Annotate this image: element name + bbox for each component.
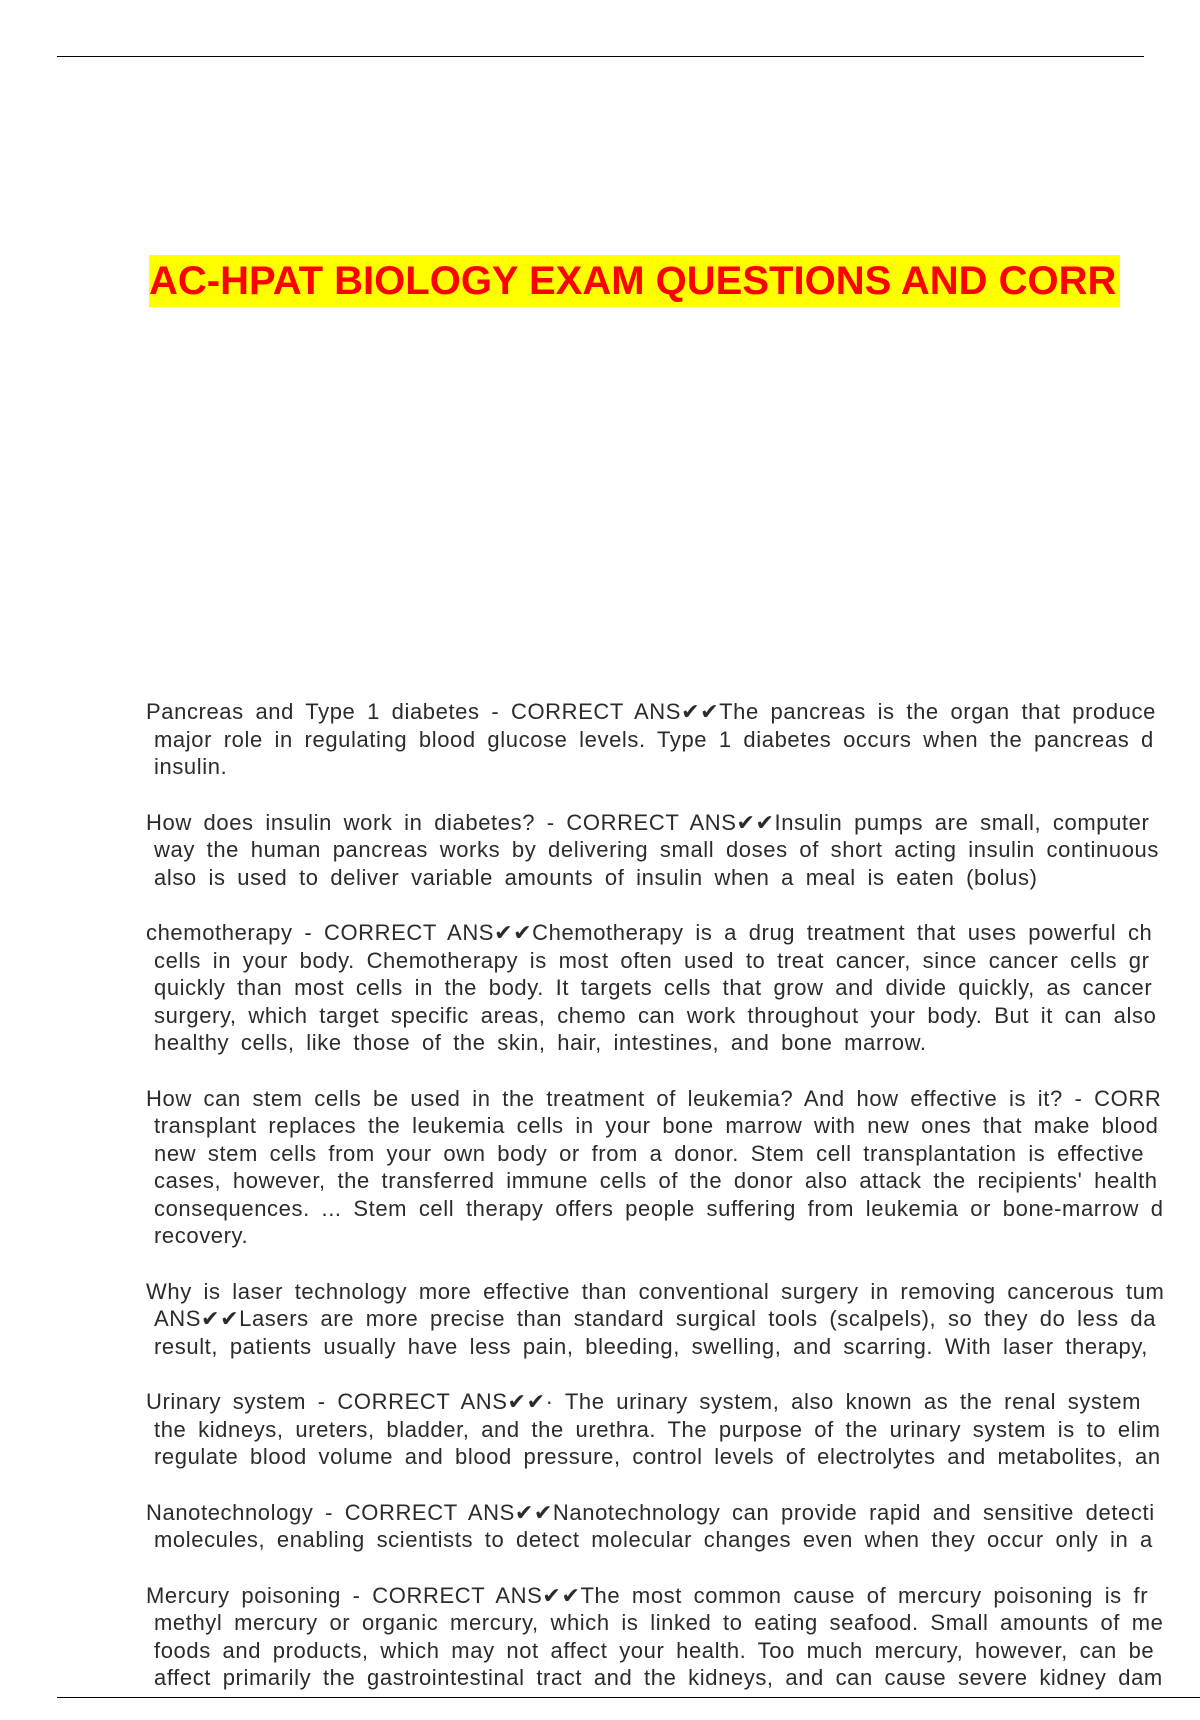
qa-item bbox=[146, 698, 1200, 781]
qa-answer-line: major role in regulating blood glucose levels. Type 1 diabetes occurs when the pancreas d bbox=[154, 726, 1154, 752]
qa-answer-line: regulate blood volume and blood pressure, control levels of electrolytes and metabolites, an bbox=[154, 1444, 1161, 1469]
qa-item bbox=[146, 1499, 1200, 1554]
footer-divider bbox=[57, 1697, 1200, 1698]
qa-question-line: How can stem cells be used in the treatment of leukemia? And how effective is it? - CORR bbox=[146, 1085, 1162, 1111]
qa-answer-line: recovery. bbox=[154, 1223, 249, 1248]
qa-answer-line: quickly than most cells in the body. It targets cells that grow and divide quickly, as cancer bbox=[154, 975, 1153, 1000]
qa-answer-line: surgery, which target specific areas, chemo can work throughout your body. But it can also bbox=[154, 1002, 1157, 1028]
header-divider bbox=[57, 56, 1144, 57]
qa-answer-line: foods and products, which may not affect your health. Too much mercury, however, can be bbox=[154, 1637, 1155, 1663]
qa-answer-line: healthy cells, like those of the skin, hair, intestines, and bone marrow. bbox=[154, 1030, 927, 1055]
qa-question-line: chemotherapy - CORRECT ANS✔✔Chemotherapy is a drug treatment that uses powerful ch bbox=[146, 920, 1153, 945]
qa-answer-line: also is used to deliver variable amounts of insulin when a meal is eaten (bolus) bbox=[154, 864, 1038, 890]
qa-answer-line: consequences. ... Stem cell therapy offers people suffering from leukemia or bone-marrow d bbox=[154, 1195, 1164, 1221]
qa-answer-line: the kidneys, ureters, bladder, and the urethra. The purpose of the urinary system is to elim bbox=[154, 1416, 1161, 1442]
qa-item bbox=[146, 1085, 1200, 1250]
qa-item bbox=[146, 809, 1200, 892]
qa-answer-line: result, patients usually have less pain, bleeding, swelling, and scarring. With laser therapy, bbox=[154, 1333, 1149, 1359]
qa-question-line: How does insulin work in diabetes? - CORRECT ANS✔✔Insulin pumps are small, computer bbox=[146, 809, 1150, 835]
document-title: AC-HPAT BIOLOGY EXAM QUESTIONS AND CORR bbox=[149, 255, 1120, 307]
qa-answer-line: cases, however, the transferred immune cells of the donor also attack the recipients' health bbox=[154, 1168, 1158, 1193]
qa-answer-line: affect primarily the gastrointestinal tract and the kidneys, and can cause severe kidney dam bbox=[154, 1665, 1163, 1690]
qa-list bbox=[146, 698, 1200, 1720]
qa-answer-line: methyl mercury or organic mercury, which is linked to eating seafood. Small amounts of me bbox=[154, 1610, 1164, 1635]
qa-item bbox=[146, 1582, 1200, 1692]
qa-answer-line: cells in your body. Chemotherapy is most often used to treat cancer, since cancer cells gr bbox=[154, 947, 1150, 973]
qa-answer-line: insulin. bbox=[154, 754, 228, 779]
qa-question-line: Pancreas and Type 1 diabetes - CORRECT ANS✔✔The pancreas is the organ that produce bbox=[146, 699, 1156, 724]
qa-answer-line: transplant replaces the leukemia cells in your bone marrow with new ones that make blood bbox=[154, 1113, 1159, 1138]
qa-question-line: Mercury poisoning - CORRECT ANS✔✔The most common cause of mercury poisoning is fr bbox=[146, 1582, 1149, 1608]
qa-answer-line: molecules, enabling scientists to detect molecular changes even when they occur only in a bbox=[154, 1527, 1153, 1552]
qa-question-line: Nanotechnology - CORRECT ANS✔✔Nanotechnology can provide rapid and sensitive detecti bbox=[146, 1499, 1155, 1525]
qa-question-line: Urinary system - CORRECT ANS✔✔· The urinary system, also known as the renal system bbox=[146, 1389, 1142, 1414]
qa-answer-line: way the human pancreas works by delivering small doses of short acting insulin continuous bbox=[154, 837, 1159, 862]
qa-item bbox=[146, 919, 1200, 1057]
qa-answer-line: ANS✔✔Lasers are more precise than standard surgical tools (scalpels), so they do less da bbox=[154, 1306, 1157, 1331]
qa-answer-line: new stem cells from your own body or from a donor. Stem cell transplantation is effective bbox=[154, 1140, 1145, 1166]
qa-item bbox=[146, 1388, 1200, 1471]
qa-question-line: Why is laser technology more effective than conventional surgery in removing cancerous tum bbox=[146, 1278, 1165, 1304]
qa-item bbox=[146, 1278, 1200, 1361]
